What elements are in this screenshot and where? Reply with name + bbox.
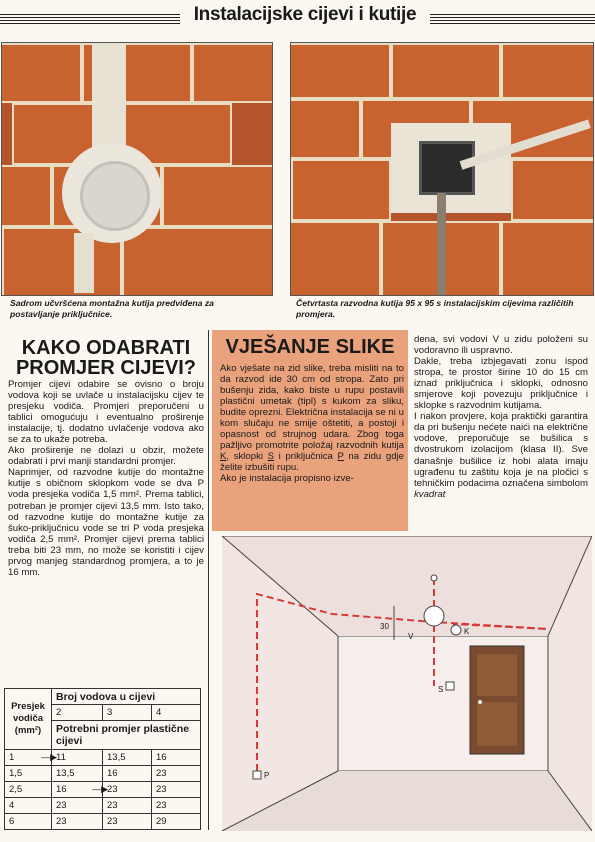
table-wire-count: 3 (103, 705, 152, 721)
socket-p-label: P (264, 771, 270, 780)
orange-tail: Ako je instalacija propisno izve- (220, 473, 354, 485)
photo-junction-box (290, 42, 594, 296)
table-cell: 13,5 (52, 766, 103, 782)
label-p: P (337, 451, 344, 463)
left-paragraph-2: Ako proširenje ne dolazi u obzir, možete odabrati i prvi manji standardni promjer. (8, 445, 204, 468)
switch-icon (446, 682, 454, 690)
table-cell: 23 (103, 814, 152, 830)
table-cell: 23 (152, 766, 201, 782)
table-cell: 23 (103, 798, 152, 814)
left-heading-line1: KAKO ODABRATI (21, 337, 191, 359)
orange-heading: VJEŠANJE SLIKE (225, 336, 395, 358)
table-row (5, 782, 201, 798)
label-k: K (220, 451, 227, 463)
ceiling-light-icon (424, 606, 444, 626)
table-diameter-header: Potrebni promjer plastične cijevi (52, 721, 201, 750)
table-cell: 13,5 (103, 750, 152, 766)
right-paragraph-3: I nakon provjere, koja praktički garantira da pri bušenju nećete naići na električne vodove, preporučuje se bušilica s dvostrukom izolacijom (klasa II). Sve današnje bušilice iz hobi alata imaju ugrađenu tu zaštitu koja je na pločici s tehničkim podacima označena simbolom kvadrat (414, 411, 588, 500)
table-wires-header: Broj vodova u cijevi (52, 689, 201, 705)
left-heading (6, 338, 206, 378)
room-diagram (222, 536, 592, 831)
table-cell-section: 4 (5, 798, 52, 814)
socket-icon (253, 771, 261, 779)
left-body (8, 379, 204, 578)
photo-socket-box (1, 42, 273, 296)
left-heading-line2: PROMJER CIJEVI? (15, 357, 197, 379)
dim-30-label: 30 (380, 622, 389, 631)
orange-body: Ako vješate na zid slike, treba misliti na to da razvod ide 30 cm od stropa. Zato pri bušenju zida, kako biste u rupu postavili plastični umetak (tipl) s kukom za sliku, budite oprezni. Električna instalacija se ni u kom slučaju ne smije oštetiti, a postoji i opasnost od strujnog udara. Zbog toga pažljivo promotrite položaj razvodnih kutija K, sklopki S i priključnica P na zidu gdje želite izbušiti rupu. Ako je instalacija propisno izve- (220, 363, 404, 485)
arrow-icon: —▶ (41, 752, 57, 762)
table-wire-count: 4 (152, 705, 201, 721)
table-row (5, 798, 201, 814)
table-cell-section: 1,5 (5, 766, 52, 782)
table-cell: 23 (152, 798, 201, 814)
table-row (5, 814, 201, 830)
left-paragraph-1: Promjer cijevi odabire se ovisno o broju vodova koji se uvlače u instalacijsku cijev te presjeku vodiča. Promjeri preporučeni u tablici omogućuju i eventualno proširenje instalacije, tj. dodatno uvlačenje vodova ako se za to ukaže potreba. (8, 379, 204, 446)
table-cell-section: 1 —▶ (5, 750, 52, 766)
table-cell: 16 —▶ (52, 782, 103, 798)
table-cell-section: 2,5 (5, 782, 52, 798)
table-wire-count: 2 (52, 705, 103, 721)
table-col-section-header: Presjek vodiča (mm²) (5, 689, 52, 750)
right-body (414, 334, 588, 500)
table-cell-section: 6 (5, 814, 52, 830)
photo-left-caption: Sadrom učvršćena montažna kutija predviđena za postavljanje priključnice. (10, 298, 214, 319)
box-k-label: K (464, 627, 470, 636)
table-cell: 29 (152, 814, 201, 830)
wire-v-label: V (408, 632, 414, 641)
label-s: S (267, 451, 275, 463)
table-cell: 23 (52, 814, 103, 830)
table-cell: 23 (152, 782, 201, 798)
table-cell: 23 (52, 798, 103, 814)
page-title: Instalacijske cijevi i kutije (180, 2, 430, 28)
table-cell: 11 (52, 750, 103, 766)
arrow-icon: —▶ (92, 784, 108, 794)
table-cell: 23 (103, 782, 152, 798)
photo-right-caption: Četvrtasta razvodna kutija 95 x 95 s instalacijskim cijevima različitih promjera. (296, 298, 574, 319)
table-row (5, 750, 201, 766)
switch-s-label: S (438, 685, 444, 694)
table-row (5, 766, 201, 782)
right-paragraph-1: dena, svi vodovi V u zidu položeni su vodoravno ili uspravno. (414, 334, 588, 357)
junction-box-icon (451, 625, 461, 635)
left-paragraph-3: Naprimjer, od razvodne kutije do montažne kutije s običnom sklopkom vode se dva P voda presjeka vodiča 1,5 mm². Prema tablici, potreban je promjer cijevi 13,5 mm. Isto tako, od razvodne kutije do montažne kutije za šuko-priključnicu vode se tri P voda presjeka vodiča 2,5 mm². Promjer cijevi prema tablici treba biti 23 mm, no može se koristiti i cijev prvog manjeg standardnog promjera, a to je 16 mm. (8, 467, 204, 578)
right-paragraph-2: Dakle, treba izbjegavati zonu ispod stropa, te prostor širine 10 do 15 cm iznad priključnica i sklopki, odnosno smjerove koji povezuju priključnice i sklopke s razvodnim kutijama. (414, 356, 588, 412)
pipe-diameter-table (4, 688, 201, 830)
column-divider (208, 330, 209, 830)
table-cell: 16 (103, 766, 152, 782)
table-cell: 16 (152, 750, 201, 766)
